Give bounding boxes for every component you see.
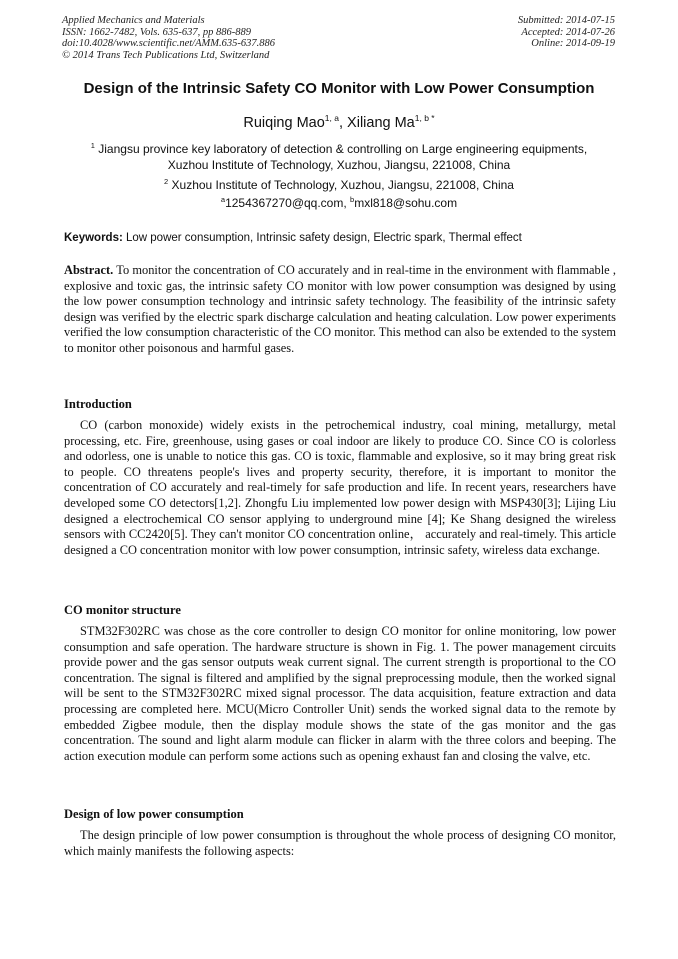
author-line (0, 113, 678, 131)
affiliation-text: Xuzhou Institute of Technology, Xuzhou, Jiangsu, 221008, China (167, 157, 511, 172)
section-paragraph-introduction: CO (carbon monoxide) widely exists in the petrochemical industry, coal mining, metallurgy, metal processing, etc. Fire, greenhouse, using gases or coal indoor are likely to produce CO. Since CO is colorless and odorless, one is unable to notice this gas. CO is toxic, flammable and explosive, so it may bring great risk to people. CO threatens people's lives and property security, therefore, it is important to monitor the concentration of CO accurately and real-timely for safe production and life. In recent years, researchers have developed some CO detectors[1,2]. Zhongfu Liu implemented low power design with MSP430[3]; Lijing Liu designed a electrochemical CO sensor applying to underground mine [4]; Ke Shang designed the wireless sensors with CC2420[5]. They can't monitor CO concentration online， accurately and real-timely. This article designed a CO concentration monitor with low power consumption, intrinsic safety, wireless data exchange. (64, 418, 616, 557)
email-address[interactable]: mxl818@sohu.com (354, 196, 458, 210)
author-name: Xiliang Ma (347, 114, 415, 131)
section-paragraph-structure: STM32F302RC was chose as the core controller to design CO monitor for online monitoring, low power consumption and safe operation. The hardware structure is shown in Fig. 1. The power management circuits provide power and the gas sensor outputs weak current signal. The current strength is proportional to the CO concentration. The signal is filtered and amplified by the signal preprocessing module, then the worked signal will be sent to the STM32F302RC mixed signal processor. The data acquisition, feature extraction and data processing are completed here. MCU(Micro Controller Unit) sends the worked signal data to the remote by embedded Zigbee module, then the display module shows the state of the gas monitor and the gas concentration. The sound and light alarm module can flicker in alarm with the three colors and beeping. The action execution module can perform some actions such as opening exhaust fan and closing the valve, etc. (64, 624, 616, 763)
keywords-label: Keywords: (64, 232, 123, 244)
keywords (64, 232, 624, 244)
section-heading-structure: CO monitor structure (64, 603, 181, 617)
author-separator: , (338, 114, 348, 131)
email-line (0, 195, 678, 210)
journal-header-right (518, 15, 615, 50)
section-heading-introduction: Introduction (64, 397, 132, 411)
email-mark: a (220, 195, 226, 204)
abstract-text: To monitor the concentration of CO accurately and in real-time in the environment with flammable , explosive and toxic gas, the intrinsic safety CO monitor with low power consumption was designed by using the low power consumption technology and intrinsic safety technology. The feasibility of the intrinsic safety design was verified by the electric spark discharge calculation and heating calculation. Low power experiments verified the low consumption characteristic of the CO monitor. This method can also be extended to the system to monitor other poisonous and harmful gases. (64, 263, 616, 355)
email-mark: b (350, 195, 355, 204)
affiliation-mark: 1 (90, 141, 95, 150)
journal-name: Applied Mechanics and Materials (62, 15, 205, 26)
issn-line: ISSN: 1662-7482, Vols. 635-637, pp 886-889 (62, 26, 251, 38)
section-heading-low-power: Design of low power consumption (64, 807, 244, 821)
author-affiliation-mark: 1, a (324, 113, 339, 123)
affiliation-text: Xuzhou Institute of Technology, Xuzhou, Jiangsu, 221008, China (168, 178, 514, 192)
email-address[interactable]: 1254367270@qq.com, (225, 196, 351, 210)
submitted-date: Submitted: 2014-07-15 (517, 15, 615, 26)
author-name: Ruiqing Mao (243, 114, 325, 131)
section-paragraph-low-power: The design principle of low power consumption is throughout the whole process of designing CO monitor, which mainly manifests the following aspects: (64, 828, 616, 858)
copyright-line: © 2014 Trans Tech Publications Ltd, Switzerland (62, 49, 270, 61)
doi-line: doi:10.4028/www.scientific.net/AMM.635-637.886 (62, 38, 275, 49)
abstract-label: Abstract. (64, 263, 114, 277)
abstract (64, 263, 616, 357)
affiliation-mark: 2 (164, 177, 169, 186)
affiliation-1 (0, 138, 678, 173)
author-affiliation-mark: 1, b * (414, 113, 435, 123)
paper-title: Design of the Intrinsic Safety CO Monitor with Low Power Consumption (83, 80, 595, 97)
journal-header-left (62, 15, 275, 61)
affiliation-2 (0, 174, 678, 194)
online-date: Online: 2014-09-19 (531, 38, 615, 49)
affiliation-text: Jiangsu province key laboratory of detection & controlling on Large engineering equipments, (94, 142, 588, 156)
accepted-date: Accepted: 2014-07-26 (521, 26, 615, 38)
keywords-text: Low power consumption, Intrinsic safety design, Electric spark, Thermal effect (122, 232, 522, 244)
